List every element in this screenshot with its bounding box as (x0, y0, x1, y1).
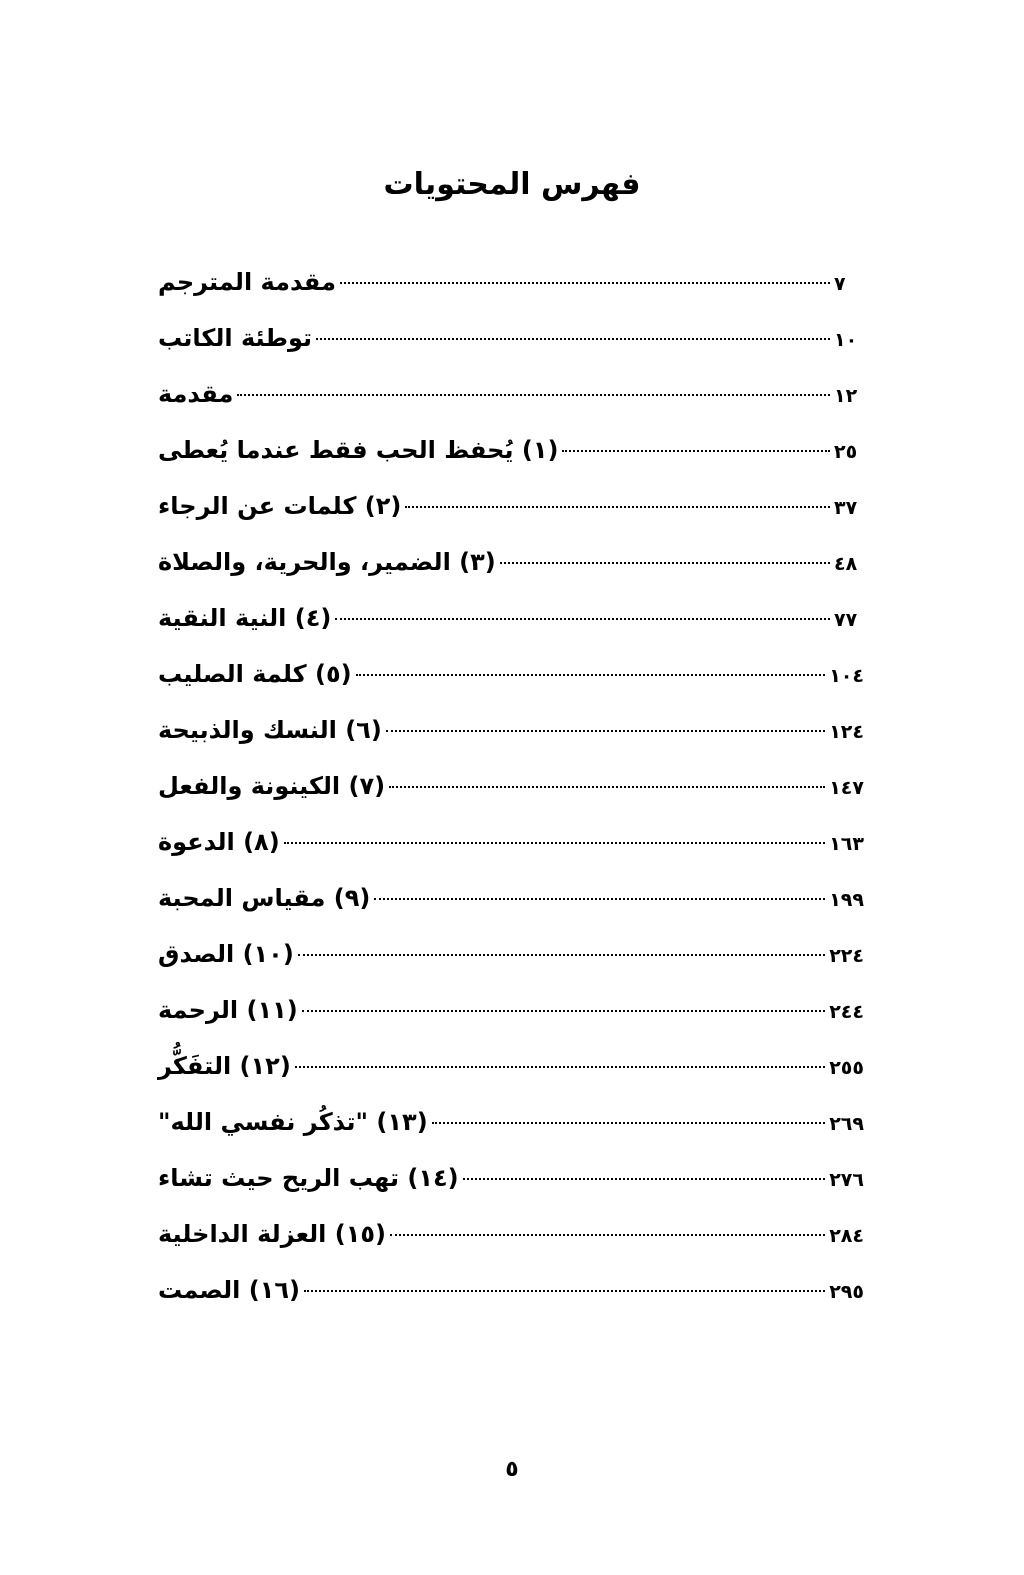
toc-entry-page: ٢٤٤ (829, 1001, 864, 1023)
toc-entry[interactable] (158, 370, 864, 426)
toc-entry[interactable] (158, 426, 864, 482)
toc-entry[interactable] (158, 1098, 864, 1154)
toc-entry-page: ٤٨ (834, 553, 858, 575)
toc-entry-page: ٢٦٩ (829, 1113, 864, 1135)
toc-entry-title: مقدمة (158, 380, 234, 408)
toc-entry-title: (٥) كلمة الصليب (158, 660, 352, 688)
toc-entry-title: (٣) الضمير، والحرية، والصلاة (158, 548, 496, 576)
dot-leader (500, 562, 830, 564)
toc-entry-title: مقدمة المترجم (158, 268, 336, 296)
toc-entry[interactable] (158, 538, 864, 594)
toc-entry-title: (١٢) التفَكُّر (158, 1052, 291, 1080)
page-number: ٥ (505, 1457, 519, 1482)
dot-leader (335, 618, 830, 620)
toc-entry-title: (٨) الدعوة (158, 828, 280, 856)
toc-entry[interactable] (158, 986, 864, 1042)
toc-entry[interactable] (158, 1210, 864, 1266)
dot-leader (302, 1010, 826, 1012)
table-of-contents (158, 258, 864, 1322)
toc-entry[interactable] (158, 594, 864, 650)
toc-entry[interactable] (158, 258, 864, 314)
toc-entry-title: توطئة الكاتب (158, 324, 312, 352)
toc-entry-page: ١٦٣ (829, 833, 864, 855)
toc-entry-page: ٢٧٦ (829, 1169, 864, 1191)
toc-entry[interactable] (158, 762, 864, 818)
toc-entry-page: ١٤٧ (829, 777, 864, 799)
dot-leader (405, 506, 830, 508)
toc-entry-title: (١٦) الصمت (158, 1276, 300, 1304)
toc-entry-page: ٢٨٤ (829, 1225, 864, 1247)
dot-leader (237, 394, 830, 396)
dot-leader (295, 1066, 825, 1068)
dot-leader (390, 1234, 825, 1236)
toc-entry-page: ١٠٤ (829, 665, 864, 687)
toc-entry[interactable] (158, 1042, 864, 1098)
toc-entry-page: ٢٥ (834, 441, 858, 463)
dot-leader (304, 1290, 825, 1292)
toc-entry-title: (١) يُحفظ الحب فقط عندما يُعطى (158, 436, 559, 464)
dot-leader (340, 282, 830, 284)
dot-leader (562, 450, 830, 452)
dot-leader (356, 674, 826, 676)
toc-entry[interactable] (158, 706, 864, 762)
toc-entry[interactable] (158, 314, 864, 370)
toc-entry-title: (١٥) العزلة الداخلية (158, 1220, 386, 1248)
toc-entry-page: ١٢ (834, 385, 858, 407)
page-title: فهرس المحتويات (383, 167, 641, 202)
toc-entry-page: ١٠ (834, 329, 858, 351)
dot-leader (432, 1122, 826, 1124)
toc-entry-title: (١٤) تهب الريح حيث تشاء (158, 1164, 459, 1192)
toc-entry-page: ٣٧ (834, 497, 858, 519)
toc-entry-page: ٢٢٤ (829, 945, 864, 967)
toc-entry-title: (٧) الكينونة والفعل (158, 772, 386, 800)
toc-entry[interactable] (158, 874, 864, 930)
dot-leader (386, 730, 825, 732)
toc-entry[interactable] (158, 482, 864, 538)
toc-entry-title: (٩) مقياس المحبة (158, 884, 371, 912)
toc-entry[interactable] (158, 818, 864, 874)
toc-entry-page: ١٢٤ (829, 721, 864, 743)
toc-entry-page: ٢٥٥ (829, 1057, 864, 1079)
dot-leader (389, 786, 825, 788)
toc-entry[interactable] (158, 1154, 864, 1210)
toc-entry[interactable] (158, 1266, 864, 1322)
toc-entry-title: (٦) النسك والذبيحة (158, 716, 382, 744)
toc-entry-title: (١٣) "تذكُر نفسي الله" (158, 1108, 428, 1136)
dot-leader (284, 842, 826, 844)
dot-leader (463, 1178, 826, 1180)
toc-entry-title: (٢) كلمات عن الرجاء (158, 492, 402, 520)
toc-entry[interactable] (158, 650, 864, 706)
dot-leader (316, 338, 830, 340)
toc-entry-page: ٧٧ (834, 609, 858, 631)
toc-entry-page: ١٩٩ (829, 889, 864, 911)
toc-entry-title: (١١) الرحمة (158, 996, 298, 1024)
toc-entry-title: (١٠) الصدق (158, 940, 294, 968)
toc-entry-title: (٤) النية النقية (158, 604, 332, 632)
toc-entry[interactable] (158, 930, 864, 986)
toc-entry-page: ٢٩٥ (829, 1281, 864, 1303)
toc-entry-page: ٧ (834, 273, 846, 295)
dot-leader (298, 954, 825, 956)
dot-leader (374, 898, 825, 900)
